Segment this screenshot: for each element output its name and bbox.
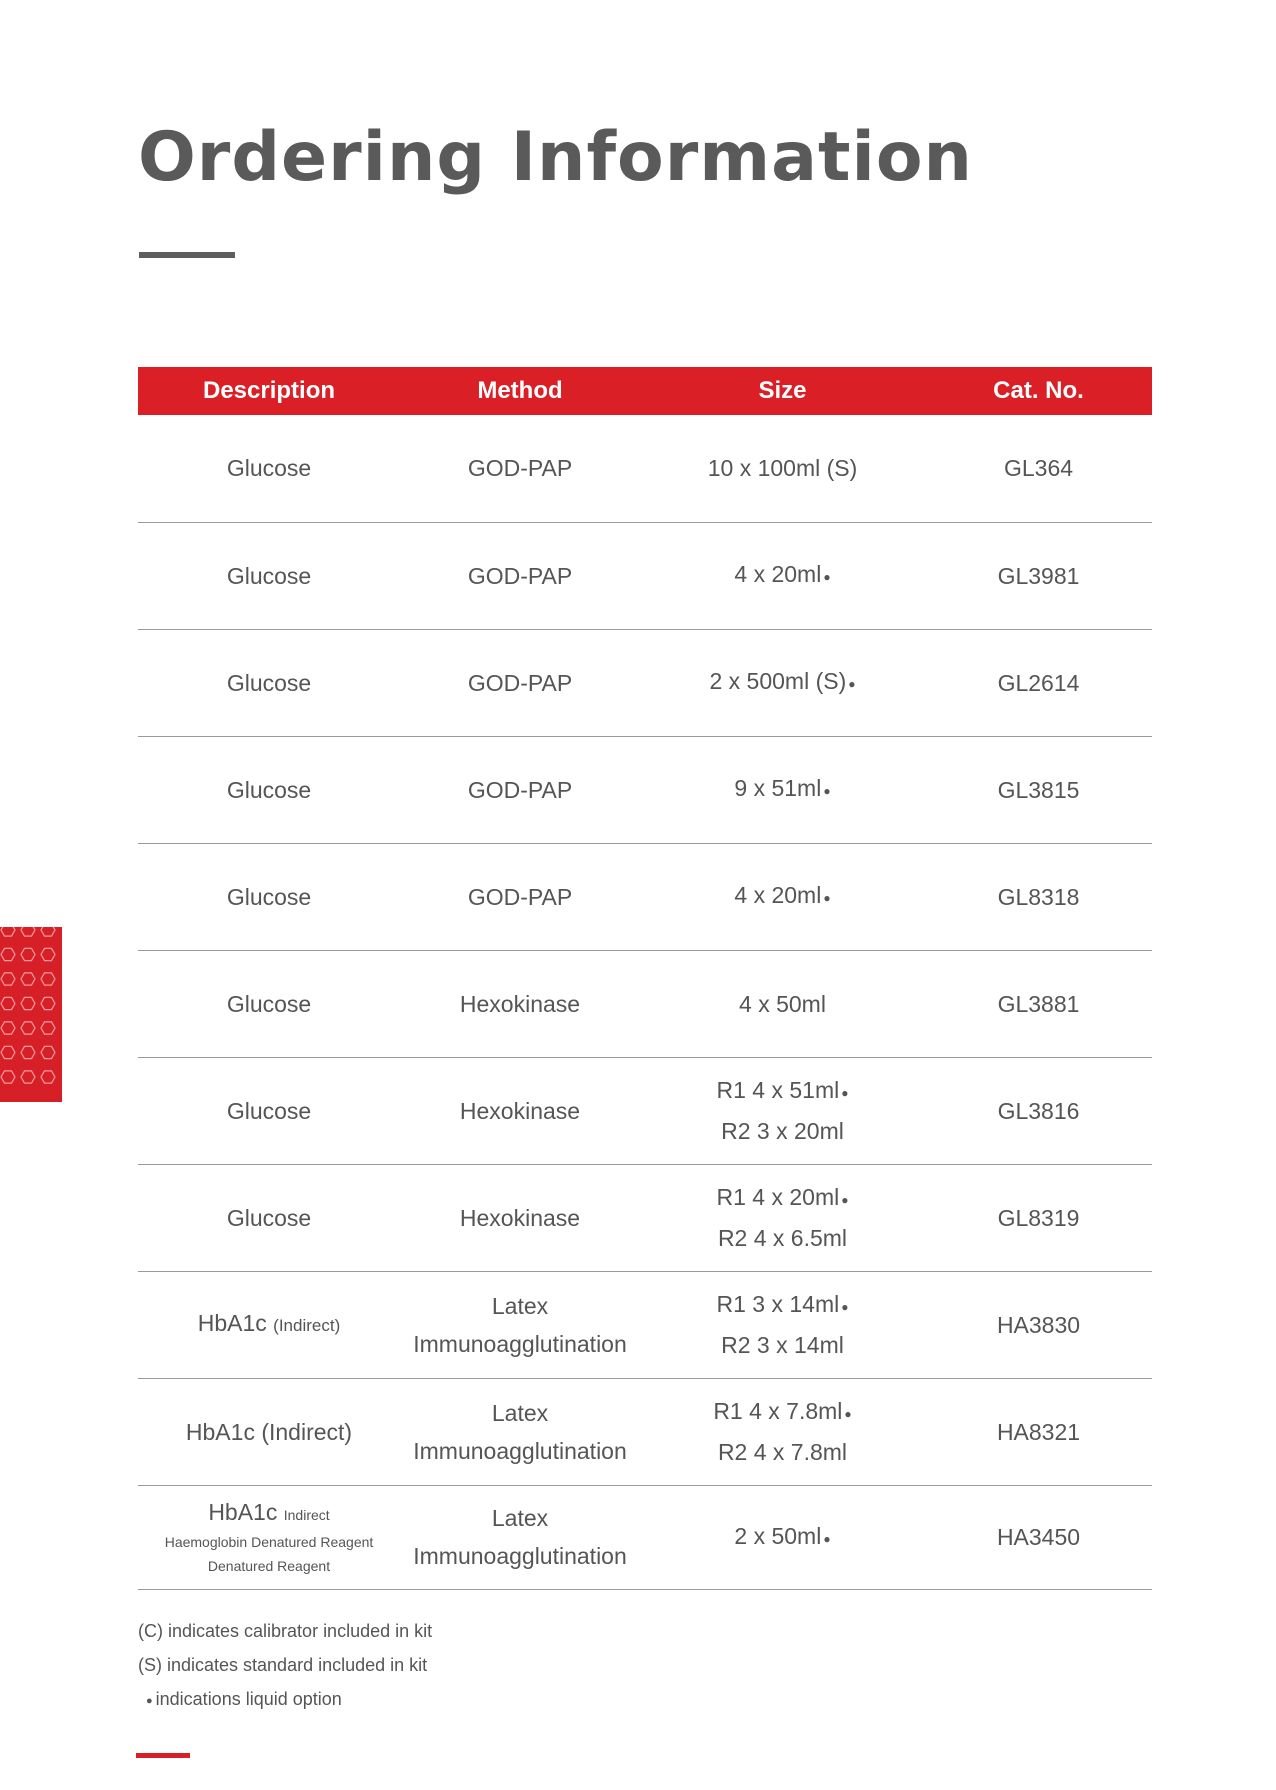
cell-size [640, 1164, 925, 1271]
size-r2: R2 3 x 20ml [721, 1118, 844, 1144]
cell-cat-no: HA3830 [925, 1271, 1152, 1378]
cell-method: Hexokinase [400, 950, 640, 1057]
table-row [138, 1164, 1152, 1271]
table-row [138, 1057, 1152, 1164]
cell-method: GOD-PAP [400, 522, 640, 629]
table-row [138, 522, 1152, 629]
method-line-2: Immunoagglutination [413, 1330, 627, 1357]
hexagon-shape [41, 1046, 55, 1058]
cell-method: GOD-PAP [400, 736, 640, 843]
hexagon-shape [41, 973, 55, 985]
hexagon-shape [1, 1022, 15, 1034]
method-line-2: Immunoagglutination [413, 1437, 627, 1464]
cell-cat-no: HA3450 [925, 1485, 1152, 1589]
table-row [138, 415, 1152, 522]
droplet-icon: ● [841, 1086, 849, 1100]
cell-description: Glucose [138, 1057, 400, 1164]
table-row [138, 629, 1152, 736]
droplet-icon: ● [823, 1531, 831, 1546]
footer-accent-line [136, 1753, 190, 1758]
footnote-text: indications liquid option [155, 1689, 342, 1709]
header-description: Description [202, 377, 336, 404]
header-method: Method [477, 377, 563, 404]
cell-description [138, 1271, 400, 1378]
hexagon-shape [41, 927, 55, 936]
cell-description [138, 1485, 400, 1589]
droplet-icon: ● [841, 1193, 849, 1207]
description-text: HbA1c [197, 1310, 267, 1336]
cell-method [400, 1378, 640, 1485]
cell-cat-no: GL3981 [925, 522, 1152, 629]
cell-description: Glucose [138, 1164, 400, 1271]
size-text: 10 x 100ml (S) [707, 455, 858, 482]
hexagon-shape [1, 948, 15, 960]
cell-cat-no: GL3815 [925, 736, 1152, 843]
description-qualifier: Indirect [283, 1506, 330, 1523]
hexagon-shape [21, 1071, 35, 1083]
hexagon-shape [41, 997, 55, 1009]
hexagon-shape [21, 973, 35, 985]
cell-cat-no: GL3881 [925, 950, 1152, 1057]
method-line-1: Latex [491, 1505, 549, 1531]
footnotes [138, 1614, 432, 1716]
description-line-2: Haemoglobin Denatured Reagent [164, 1533, 374, 1550]
cell-method [400, 1271, 640, 1378]
size-r1: R1 4 x 20ml [716, 1184, 840, 1210]
droplet-icon: ● [823, 570, 831, 584]
cell-size [640, 1271, 925, 1378]
hexagon-shape [41, 1071, 55, 1083]
description-line-3: Denatured Reagent [207, 1557, 331, 1574]
cell-size [640, 1485, 925, 1589]
cell-cat-no: HA8321 [925, 1378, 1152, 1485]
footnote-standard [138, 1648, 432, 1682]
cell-size [640, 1057, 925, 1164]
footnote-calibrator [138, 1614, 432, 1648]
size-text: 2 x 50ml [734, 1522, 822, 1549]
cell-description: HbA1c (Indirect) [138, 1378, 400, 1485]
footnote-text: (S) indicates standard included in kit [138, 1655, 428, 1675]
droplet-icon: ● [823, 784, 831, 798]
hexagon-shape [1, 973, 15, 985]
hexagon-shape [21, 927, 35, 936]
size-text: 4 x 20ml [734, 882, 822, 908]
cell-description: Glucose [138, 522, 400, 629]
ordering-table [138, 367, 1152, 1590]
cell-size [640, 843, 925, 950]
table-row [138, 950, 1152, 1057]
hexagon-shape [1, 927, 15, 936]
hexagon-shape [1, 1046, 15, 1058]
cell-method: GOD-PAP [400, 629, 640, 736]
description-qualifier: (Indirect) [273, 1316, 341, 1335]
cell-description: Glucose [138, 736, 400, 843]
droplet-icon: ● [848, 677, 856, 691]
cell-cat-no: GL2614 [925, 629, 1152, 736]
title-underline [139, 252, 235, 258]
hexagon-shape [21, 1046, 35, 1058]
table-row [138, 736, 1152, 843]
hexagon-shape [1, 997, 15, 1009]
cell-cat-no: GL364 [925, 415, 1152, 522]
side-decoration [0, 927, 62, 1102]
cell-method: GOD-PAP [400, 415, 640, 522]
hexagon-shape [21, 997, 35, 1009]
size-r2: R2 4 x 6.5ml [717, 1225, 848, 1251]
header-size: Size [758, 377, 807, 404]
size-r2: R2 4 x 7.8ml [717, 1439, 848, 1465]
droplet-icon: ● [823, 891, 831, 905]
description-text: HbA1c [208, 1498, 278, 1525]
hexagon-pattern-icon [0, 927, 62, 1102]
hexagon-shape [41, 1022, 55, 1034]
cell-method [400, 1485, 640, 1589]
size-r1: R1 4 x 7.8ml [713, 1398, 843, 1424]
page-title: Ordering Information [138, 118, 973, 197]
table-row [138, 843, 1152, 950]
cell-size [640, 736, 925, 843]
cell-method: Hexokinase [400, 1057, 640, 1164]
cell-description: Glucose [138, 629, 400, 736]
size-r1: R1 3 x 14ml [716, 1291, 840, 1317]
size-r2: R2 3 x 14ml [721, 1332, 844, 1358]
table-row [138, 1271, 1152, 1378]
cell-size [640, 522, 925, 629]
cell-description: Glucose [138, 843, 400, 950]
size-r1: R1 4 x 51ml [716, 1077, 840, 1103]
droplet-icon: ● [841, 1300, 849, 1314]
method-line-1: Latex [491, 1399, 549, 1426]
hexagon-shape [41, 948, 55, 960]
cell-cat-no: GL8318 [925, 843, 1152, 950]
size-text: 4 x 50ml [739, 990, 826, 1017]
droplet-icon: ● [844, 1407, 852, 1421]
table-row [138, 1378, 1152, 1485]
cell-cat-no: GL8319 [925, 1164, 1152, 1271]
header-cat-no: Cat. No. [993, 377, 1084, 404]
cell-size [640, 950, 925, 1057]
cell-method: Hexokinase [400, 1164, 640, 1271]
cell-description: Glucose [138, 415, 400, 522]
hexagon-shape [21, 948, 35, 960]
table-header-row [138, 367, 1152, 415]
size-text: 9 x 51ml [734, 775, 822, 801]
cell-size [640, 1378, 925, 1485]
hexagon-shape [21, 1022, 35, 1034]
cell-size [640, 629, 925, 736]
size-text: 4 x 20ml [734, 561, 822, 587]
footnote-liquid [138, 1682, 432, 1716]
method-line-2: Immunoagglutination [413, 1543, 627, 1569]
table-row [138, 1485, 1152, 1589]
droplet-icon: ● [146, 1695, 153, 1707]
cell-method: GOD-PAP [400, 843, 640, 950]
cell-description: Glucose [138, 950, 400, 1057]
size-text: 2 x 500ml (S) [709, 668, 847, 694]
cell-cat-no: GL3816 [925, 1057, 1152, 1164]
method-line-1: Latex [491, 1292, 549, 1319]
footnote-text: (C) indicates calibrator included in kit [138, 1621, 433, 1641]
hexagon-shape [1, 1071, 15, 1083]
cell-size [640, 415, 925, 522]
